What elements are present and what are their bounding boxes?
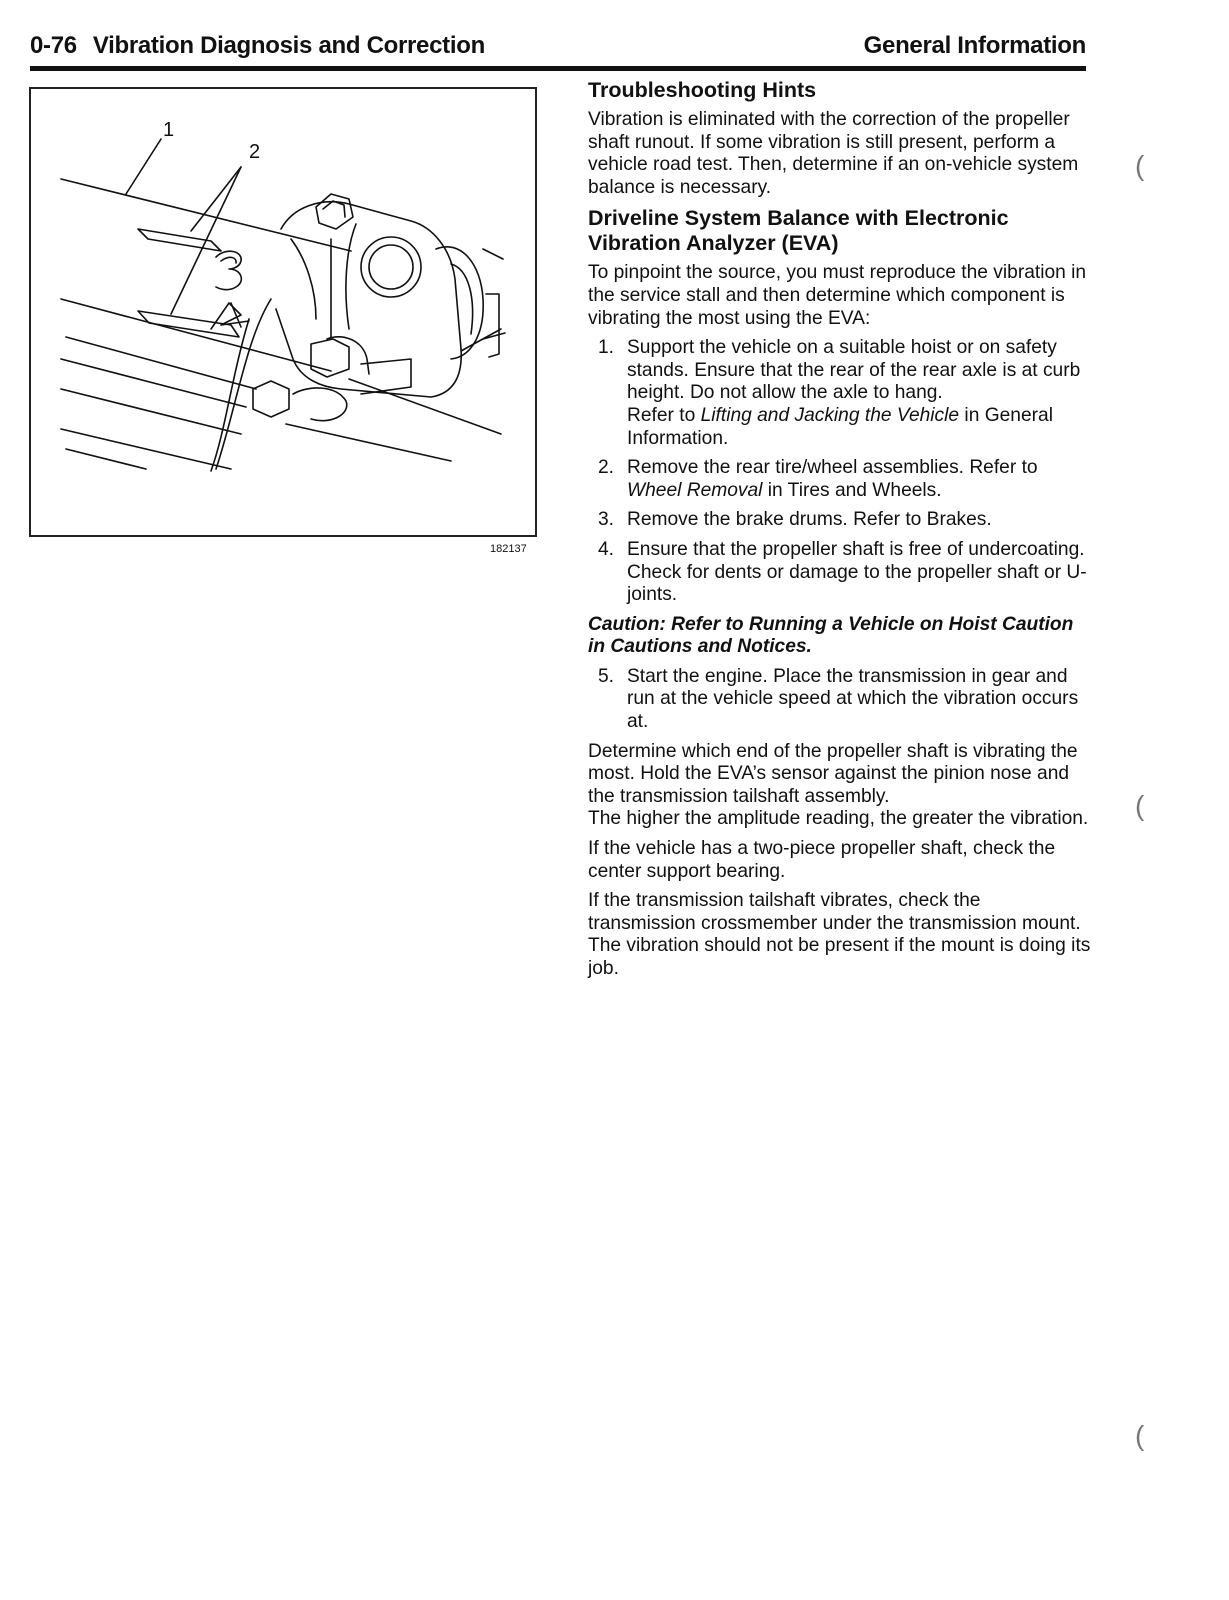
step-text: Remove the brake drums. Refer to Brakes. [627, 509, 992, 531]
caution-note: Caution: Refer to Running a Vehicle on Hoist Caution in Cautions and Notices. [588, 613, 1074, 658]
step-number: 5. [598, 665, 615, 687]
margin-mark: ( [1135, 1420, 1145, 1451]
troubleshooting-heading: Troubleshooting Hints [588, 78, 817, 102]
margin-mark: ( [1135, 790, 1145, 821]
page-header [30, 32, 1086, 71]
step-text: Ensure that the propeller shaft is free of undercoating. Check for dents or damage to the propeller shaft or U-joints. [627, 538, 1087, 606]
step-number: 2. [598, 457, 615, 479]
reference-link: Lifting and Jacking the Vehicle [700, 404, 960, 426]
margin-mark: ( [1135, 150, 1145, 181]
callout-1: 1 [163, 119, 175, 141]
step-text: in Tires and Wheels. [762, 479, 942, 501]
step-5 [588, 666, 1093, 734]
reference-link: Wheel Removal [627, 479, 763, 501]
callout-3 [215, 229, 232, 263]
step-text: Start the engine. Place the transmission in gear and run at the vehicle speed at which the vibration occurs at. [627, 665, 1079, 733]
callout-4 [215, 294, 232, 328]
page-number: 0-76 [30, 32, 77, 59]
u-joint-illustration [31, 89, 537, 537]
step-text: Remove the rear tire/wheel assemblies. Refer to [627, 457, 1038, 479]
driveline-intro: To pinpoint the source, you must reproduce the vibration in the service stall and then determine which component is vibrating the most using the EVA: [588, 262, 1087, 329]
step-4 [588, 539, 1093, 607]
eva-paragraph: Determine which end of the propeller shaft is vibrating the most. Hold the EVA’s sensor against the pinion nose and the transmission tailshaft assembly. [588, 740, 1078, 807]
driveline-heading: Driveline System Balance with Electronic Vibration Analyzer (EVA) [588, 206, 1009, 256]
step-number: 3. [598, 509, 615, 531]
step-text: in General Information. [627, 404, 1053, 449]
callout-2: 2 [249, 141, 261, 163]
propeller-shaft-figure [29, 87, 537, 537]
right-column [588, 78, 1093, 988]
figure-id: 182137 [490, 543, 527, 555]
header-left [30, 32, 485, 60]
tailshaft-paragraph: If the transmission tailshaft vibrates, check the transmission crossmember under the transmission mount. The vibration should not be present if the mount is doing its job. [588, 890, 1091, 979]
chapter-title: General Information [863, 32, 1086, 59]
procedure-list-continued [588, 666, 1093, 734]
step-1 [588, 337, 1093, 450]
step-3 [588, 509, 1093, 532]
step-text: Refer to [627, 404, 701, 426]
section-title: Vibration Diagnosis and Correction [92, 32, 485, 59]
amplitude-paragraph: The higher the amplitude reading, the greater the vibration. [588, 808, 1089, 830]
procedure-list [588, 337, 1093, 607]
troubleshooting-paragraph: Vibration is eliminated with the correction of the propeller shaft runout. If some vibration is still present, perform a vehicle road test. Then, determine if an on-vehicle system balance is necessary. [588, 109, 1079, 198]
step-text: Support the vehicle on a suitable hoist or on safety stands. Ensure that the rear of the rear axle is at curb height. Do not allow the axle to hang. [627, 337, 1081, 404]
step-number: 1. [598, 337, 615, 359]
step-2 [588, 457, 1093, 502]
step-number: 4. [598, 538, 615, 560]
two-piece-paragraph: If the vehicle has a two-piece propeller shaft, check the center support bearing. [588, 838, 1056, 882]
